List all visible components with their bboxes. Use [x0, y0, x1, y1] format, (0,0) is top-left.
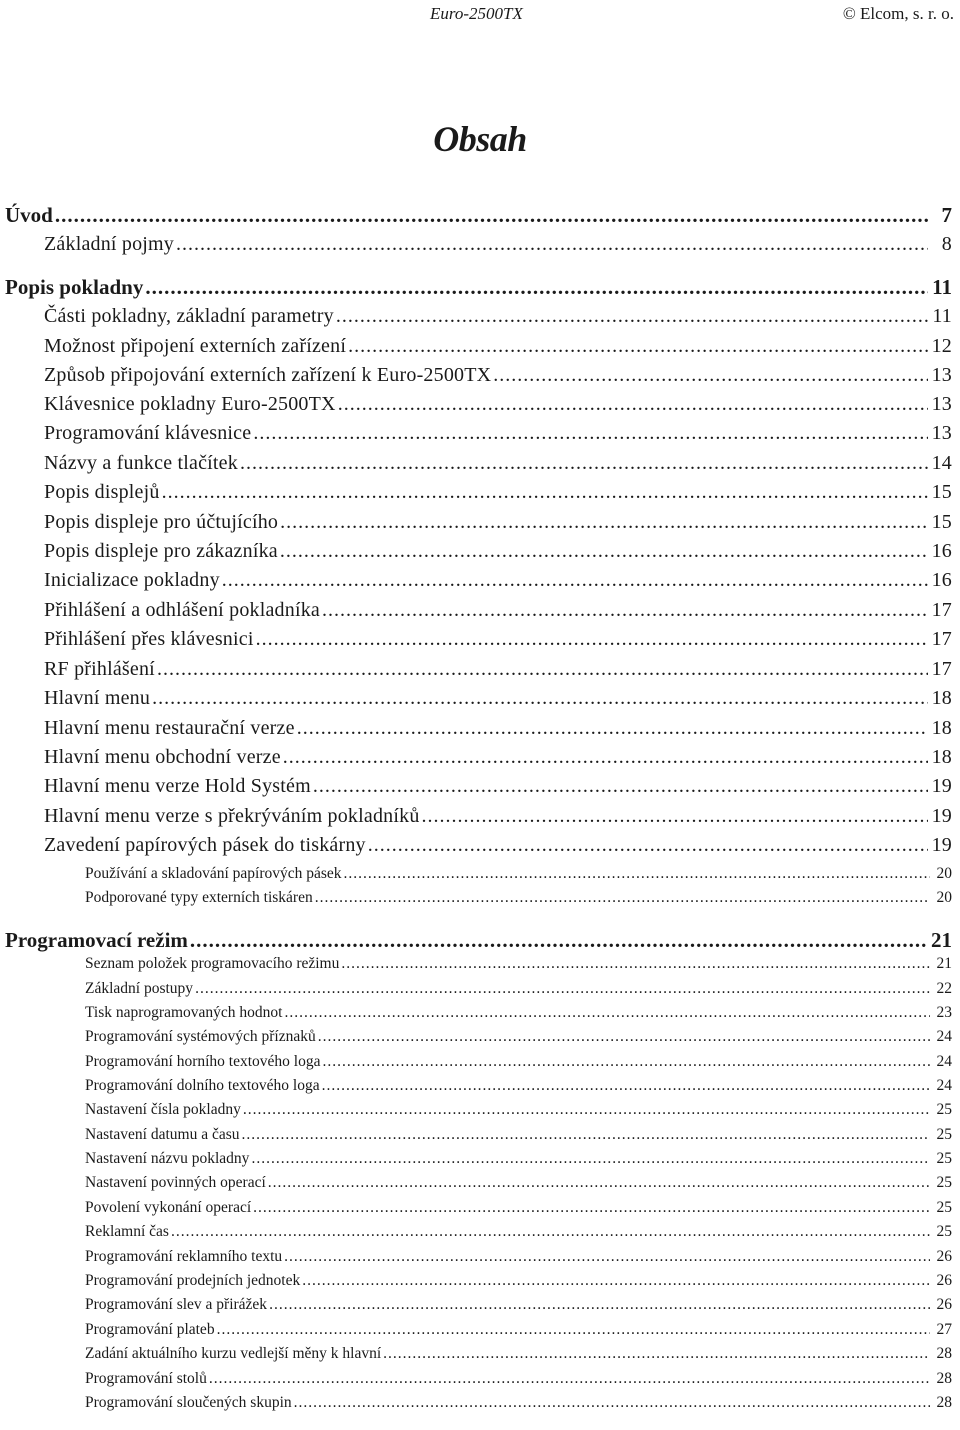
toc-entry-page-number: 13 — [931, 422, 952, 444]
toc-entry[interactable] — [85, 865, 952, 889]
toc-entry-page-number: 25 — [936, 1150, 952, 1167]
toc-entry-label: Způsob připojování externích zařízení k Euro-2500TX — [44, 364, 492, 386]
toc-entry[interactable] — [85, 1394, 952, 1418]
toc-leader-dots — [269, 1296, 930, 1314]
toc-entry-page-number: 18 — [931, 746, 952, 768]
toc-leader-dots — [383, 1345, 930, 1363]
toc-leader-dots — [152, 687, 928, 710]
toc-entry[interactable] — [44, 364, 952, 394]
toc-leader-dots — [368, 834, 928, 857]
toc-entry-label: Programování klávesnice — [44, 422, 252, 444]
toc-entry-label: Nastavení názvu pokladny — [85, 1150, 250, 1167]
toc-entry[interactable] — [44, 834, 952, 864]
toc-entry-label: Tisk naprogramovaných hodnot — [85, 1004, 283, 1021]
toc-entry[interactable] — [85, 980, 952, 1004]
toc-entry[interactable] — [85, 1345, 952, 1369]
toc-entry-page-number: 25 — [936, 1199, 952, 1216]
toc-entry[interactable] — [44, 233, 952, 263]
toc-entry-page-number: 18 — [931, 717, 952, 739]
toc-leader-dots — [253, 422, 928, 445]
toc-leader-dots — [493, 364, 928, 387]
toc-entry-page-number: 19 — [931, 834, 952, 856]
toc-entry-label: Inicializace pokladny — [44, 569, 220, 591]
toc-entry-label: Hlavní menu verze s překrýváním pokladníků — [44, 805, 420, 827]
toc-entry-label: Popis displejů — [44, 481, 160, 503]
toc-leader-dots — [280, 511, 928, 534]
toc-entry[interactable] — [44, 452, 952, 482]
toc-entry-label: Názvy a funkce tlačítek — [44, 452, 238, 474]
toc-entry-page-number: 22 — [936, 980, 952, 997]
page-title: Obsah — [433, 119, 527, 159]
toc-entry-page-number: 25 — [936, 1126, 952, 1143]
toc-entry[interactable] — [85, 1199, 952, 1223]
toc-entry-page-number: 12 — [931, 335, 952, 357]
toc-leader-dots — [315, 889, 930, 907]
toc-entry-label: Programování dolního textového loga — [85, 1077, 320, 1094]
toc-entry-label: Nastavení povinných operací — [85, 1174, 266, 1191]
page-header — [0, 2, 954, 28]
toc-entry-page-number: 26 — [936, 1248, 952, 1265]
toc-leader-dots — [162, 481, 928, 504]
toc-leader-dots — [243, 1101, 930, 1119]
toc-leader-dots — [284, 1004, 930, 1022]
toc-entry-page-number: 7 — [941, 203, 952, 227]
toc-entry[interactable] — [85, 1223, 952, 1247]
toc-entry-page-number: 24 — [936, 1053, 952, 1070]
toc-entry-page-number: 8 — [941, 233, 952, 255]
toc-entry[interactable] — [44, 511, 952, 541]
toc-entry-label: Popis displeje pro účtujícího — [44, 511, 279, 533]
toc-leader-dots — [253, 1199, 930, 1217]
toc-leader-dots — [280, 540, 928, 563]
toc-entry-page-number: 17 — [931, 658, 952, 680]
toc-entry-label: Zavedení papírových pásek do tiskárny — [44, 834, 366, 856]
toc-entry[interactable] — [85, 1101, 952, 1125]
toc-leader-dots — [322, 599, 928, 622]
toc-entry[interactable] — [85, 1150, 952, 1174]
toc-entry[interactable] — [5, 203, 952, 233]
toc-entry[interactable] — [44, 775, 952, 805]
toc-entry-page-number: 25 — [936, 1174, 952, 1191]
toc-leader-dots — [190, 928, 928, 953]
toc-entry[interactable] — [44, 422, 952, 452]
toc-entry[interactable] — [85, 1028, 952, 1052]
toc-entry-page-number: 26 — [936, 1272, 952, 1289]
toc-leader-dots — [222, 569, 928, 592]
toc-leader-dots — [55, 203, 928, 228]
toc-entry[interactable] — [44, 393, 952, 423]
toc-entry[interactable] — [44, 569, 952, 599]
toc-entry-page-number: 18 — [931, 687, 952, 709]
toc-entry-label: Programování plateb — [85, 1321, 215, 1338]
toc-leader-dots — [209, 1370, 930, 1388]
toc-leader-dots — [157, 658, 928, 681]
toc-entry-page-number: 20 — [936, 889, 952, 906]
toc-entry-label: Možnost připojení externích zařízení — [44, 335, 347, 357]
toc-entry-page-number: 13 — [931, 393, 952, 415]
toc-leader-dots — [318, 1028, 930, 1046]
toc-entry-page-number: 11 — [932, 305, 952, 327]
toc-entry-label: Hlavní menu — [44, 687, 151, 709]
toc-entry-page-number: 14 — [931, 452, 952, 474]
toc-entry[interactable] — [44, 805, 952, 835]
toc-entry-label: Klávesnice pokladny Euro-2500TX — [44, 393, 336, 415]
toc-entry-label: Povolení vykonání operací — [85, 1199, 252, 1216]
toc-leader-dots — [242, 1126, 930, 1144]
toc-leader-dots — [341, 955, 930, 973]
toc-leader-dots — [348, 335, 928, 358]
header-copyright: © Elcom, s. r. o. — [842, 4, 954, 23]
toc-entry[interactable] — [85, 1272, 952, 1296]
toc-entry[interactable] — [85, 1296, 952, 1320]
toc-entry-label: Popis displeje pro zákazníka — [44, 540, 278, 562]
toc-leader-dots — [284, 1248, 930, 1266]
toc-leader-dots — [336, 305, 928, 328]
toc-entry-label: Části pokladny, základní parametry — [44, 305, 334, 327]
toc-entry-label: Podporované typy externích tiskáren — [85, 889, 313, 906]
toc-entry[interactable] — [85, 889, 952, 913]
toc-entry[interactable] — [85, 1174, 952, 1198]
toc-entry[interactable] — [44, 746, 952, 776]
toc-leader-dots — [176, 233, 928, 256]
toc-leader-dots — [240, 452, 928, 475]
toc-entry-label: Nastavení datumu a času — [85, 1126, 240, 1143]
toc-entry-page-number: 19 — [931, 775, 952, 797]
toc-entry-label: Hlavní menu restaurační verze — [44, 717, 295, 739]
toc-entry-page-number: 17 — [931, 599, 952, 621]
toc-leader-dots — [313, 775, 928, 798]
toc-entry[interactable] — [85, 1053, 952, 1077]
toc-entry-page-number: 28 — [936, 1394, 952, 1411]
toc-entry-label: Hlavní menu verze Hold Systém — [44, 775, 311, 797]
toc-entry-page-number: 21 — [936, 955, 952, 972]
toc-entry-label: Základní postupy — [85, 980, 194, 997]
toc-entry-label: Přihlášení a odhlášení pokladníka — [44, 599, 320, 621]
toc-leader-dots — [302, 1272, 930, 1290]
toc-entry-label: Programování stolů — [85, 1370, 207, 1387]
toc-entry-page-number: 25 — [936, 1223, 952, 1240]
toc-entry-label: Hlavní menu obchodní verze — [44, 746, 281, 768]
toc-entry-label: Programování sloučených skupin — [85, 1394, 292, 1411]
toc-leader-dots — [251, 1150, 930, 1168]
toc-entry-label: Úvod — [5, 203, 53, 227]
toc-entry[interactable] — [85, 1126, 952, 1150]
toc-leader-dots — [422, 805, 928, 828]
toc-entry[interactable] — [85, 1004, 952, 1028]
toc-leader-dots — [297, 717, 928, 740]
toc-entry-label: Programování horního textového loga — [85, 1053, 321, 1070]
toc-entry-page-number: 19 — [931, 805, 952, 827]
toc-entry-label: Zadání aktuálního kurzu vedlejší měny k hlavní — [85, 1345, 382, 1362]
toc-entry[interactable] — [44, 687, 952, 717]
toc-entry[interactable] — [85, 1077, 952, 1101]
toc-entry-label: Programovací režim — [5, 928, 188, 952]
toc-leader-dots — [145, 275, 928, 300]
toc-leader-dots — [322, 1077, 930, 1095]
toc-entry[interactable] — [85, 955, 952, 979]
toc-entry-label: Základní pojmy — [44, 233, 174, 255]
header-document-name: Euro-2500TX — [430, 4, 523, 23]
toc-leader-dots — [217, 1321, 930, 1339]
toc-entry-label: Popis pokladny — [5, 275, 144, 299]
toc-entry[interactable] — [44, 305, 952, 335]
toc-leader-dots — [344, 865, 930, 883]
toc-entry-label: Nastavení čísla pokladny — [85, 1101, 241, 1118]
toc-entry-label: Programování reklamního textu — [85, 1248, 283, 1265]
toc-entry-label: Seznam položek programovacího režimu — [85, 955, 340, 972]
toc-entry[interactable] — [44, 628, 952, 658]
toc-leader-dots — [283, 746, 928, 769]
toc-entry[interactable] — [44, 540, 952, 570]
toc-entry-label: Programování slev a přirážek — [85, 1296, 268, 1313]
toc-entry-page-number: 21 — [931, 928, 952, 952]
toc-entry[interactable] — [5, 275, 952, 305]
toc-entry-page-number: 15 — [931, 481, 952, 503]
toc-entry-label: Přihlášení přes klávesnici — [44, 628, 254, 650]
toc-entry-page-number: 27 — [936, 1321, 952, 1338]
toc-entry-page-number: 13 — [931, 364, 952, 386]
toc-entry[interactable] — [5, 928, 952, 958]
toc-entry[interactable] — [85, 1370, 952, 1394]
toc-entry-page-number: 26 — [936, 1296, 952, 1313]
toc-leader-dots — [338, 393, 928, 416]
toc-entry-page-number: 25 — [936, 1101, 952, 1118]
toc-entry-page-number: 20 — [936, 865, 952, 882]
toc-entry-page-number: 11 — [932, 275, 952, 299]
toc-entry-page-number: 28 — [936, 1370, 952, 1387]
toc-entry[interactable] — [44, 599, 952, 629]
toc-entry-page-number: 17 — [931, 628, 952, 650]
toc-entry[interactable] — [85, 1248, 952, 1272]
toc-entry[interactable] — [44, 717, 952, 747]
toc-entry-label: Programování systémových příznaků — [85, 1028, 316, 1045]
toc-leader-dots — [195, 980, 930, 998]
toc-entry-label: Reklamní čas — [85, 1223, 169, 1240]
toc-entry[interactable] — [44, 658, 952, 688]
toc-entry[interactable] — [85, 1321, 952, 1345]
toc-leader-dots — [256, 628, 928, 651]
toc-entry-page-number: 16 — [931, 540, 952, 562]
toc-leader-dots — [268, 1174, 930, 1192]
toc-entry-label: RF přihlášení — [44, 658, 155, 680]
toc-leader-dots — [322, 1053, 930, 1071]
toc-entry[interactable] — [44, 335, 952, 365]
toc-entry-page-number: 16 — [931, 569, 952, 591]
toc-entry-page-number: 28 — [936, 1345, 952, 1362]
toc-entry[interactable] — [44, 481, 952, 511]
toc-entry-page-number: 15 — [931, 511, 952, 533]
toc-leader-dots — [294, 1394, 930, 1412]
toc-entry-label: Programování prodejních jednotek — [85, 1272, 301, 1289]
toc-entry-page-number: 24 — [936, 1028, 952, 1045]
toc-entry-page-number: 23 — [936, 1004, 952, 1021]
toc-leader-dots — [171, 1223, 930, 1241]
toc-entry-page-number: 24 — [936, 1077, 952, 1094]
toc-entry-label: Používání a skladování papírových pásek — [85, 865, 342, 882]
